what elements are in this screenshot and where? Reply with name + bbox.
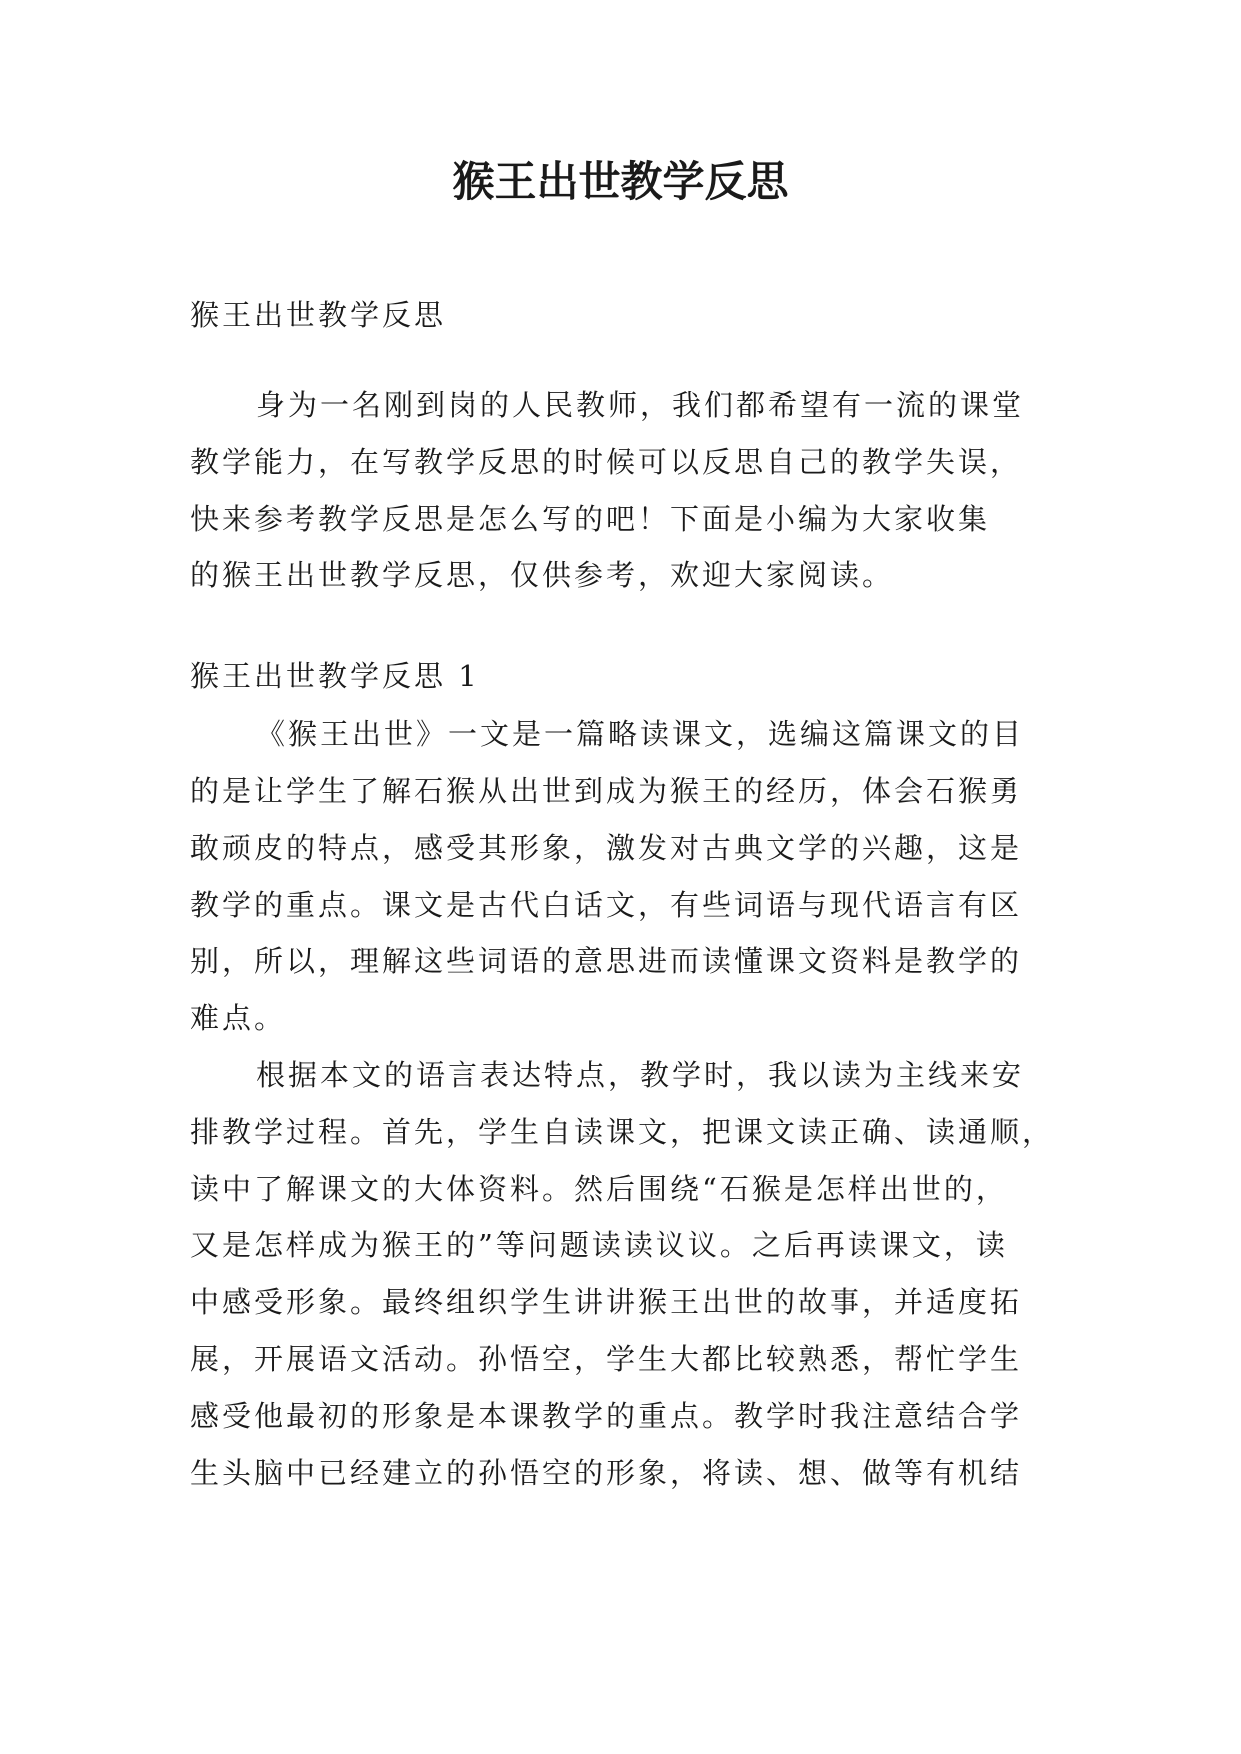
intro-line: 快来参考教学反思是怎么写的吧！下面是小编为大家收集 bbox=[190, 501, 991, 536]
intro-line: 的猴王出世教学反思，仅供参考，欢迎大家阅读。 bbox=[190, 558, 895, 593]
paragraph-2 bbox=[190, 1047, 1070, 1501]
paragraph-line: 根据本文的语言表达特点，教学时，我以读为主线来安 bbox=[256, 1057, 1025, 1092]
paragraph-line: 又是怎样成为猴王的”等问题读读议议。之后再读课文，读 bbox=[190, 1228, 1008, 1263]
intro-paragraph bbox=[190, 377, 1070, 604]
intro-line: 教学能力，在写教学反思的时候可以反思自己的教学失误， bbox=[190, 444, 1023, 479]
paragraph-line: 感受他最初的形象是本课教学的重点。教学时我注意结合学 bbox=[190, 1398, 1023, 1433]
paragraph-line: 的是让学生了解石猴从出世到成为猴王的经历，体会石猴勇 bbox=[190, 773, 1023, 808]
paragraph-line: 排教学过程。首先，学生自读课文，把课文读正确、读通顺， bbox=[190, 1114, 1055, 1149]
paragraph-line: 读中了解课文的大体资料。然后围绕“石猴是怎样出世的， bbox=[190, 1171, 1008, 1206]
section-heading: 猴王出世教学反思 1 bbox=[190, 659, 480, 694]
paragraph-line: 教学的重点。课文是古代白话文，有些词语与现代语言有区 bbox=[190, 887, 1023, 922]
paragraph-line: 中感受形象。最终组织学生讲讲猴王出世的故事，并适度拓 bbox=[190, 1285, 1023, 1320]
document-title: 猴王出世教学反思 bbox=[452, 157, 789, 206]
paragraph-line: 生头脑中已经建立的孙悟空的形象，将读、想、做等有机结 bbox=[190, 1455, 1023, 1490]
intro-line: 身为一名刚到岗的人民教师，我们都希望有一流的课堂 bbox=[256, 388, 1025, 422]
paragraph-line: 别，所以，理解这些词语的意思进而读懂课文资料是教学的 bbox=[190, 944, 1023, 979]
paragraph-line: 敢顽皮的特点，感受其形象，激发对古典文学的兴趣，这是 bbox=[190, 830, 1023, 865]
document-subtitle: 猴王出世教学反思 bbox=[190, 298, 447, 332]
document-body bbox=[190, 285, 1070, 1501]
paragraph-1 bbox=[190, 706, 1070, 1047]
paragraph-line: 难点。 bbox=[190, 1001, 287, 1036]
paragraph-line: 展，开展语文活动。孙悟空，学生大都比较熟悉，帮忙学生 bbox=[190, 1341, 1023, 1376]
paragraph-line: 《猴王出世》一文是一篇略读课文，选编这篇课文的目 bbox=[256, 717, 1025, 752]
